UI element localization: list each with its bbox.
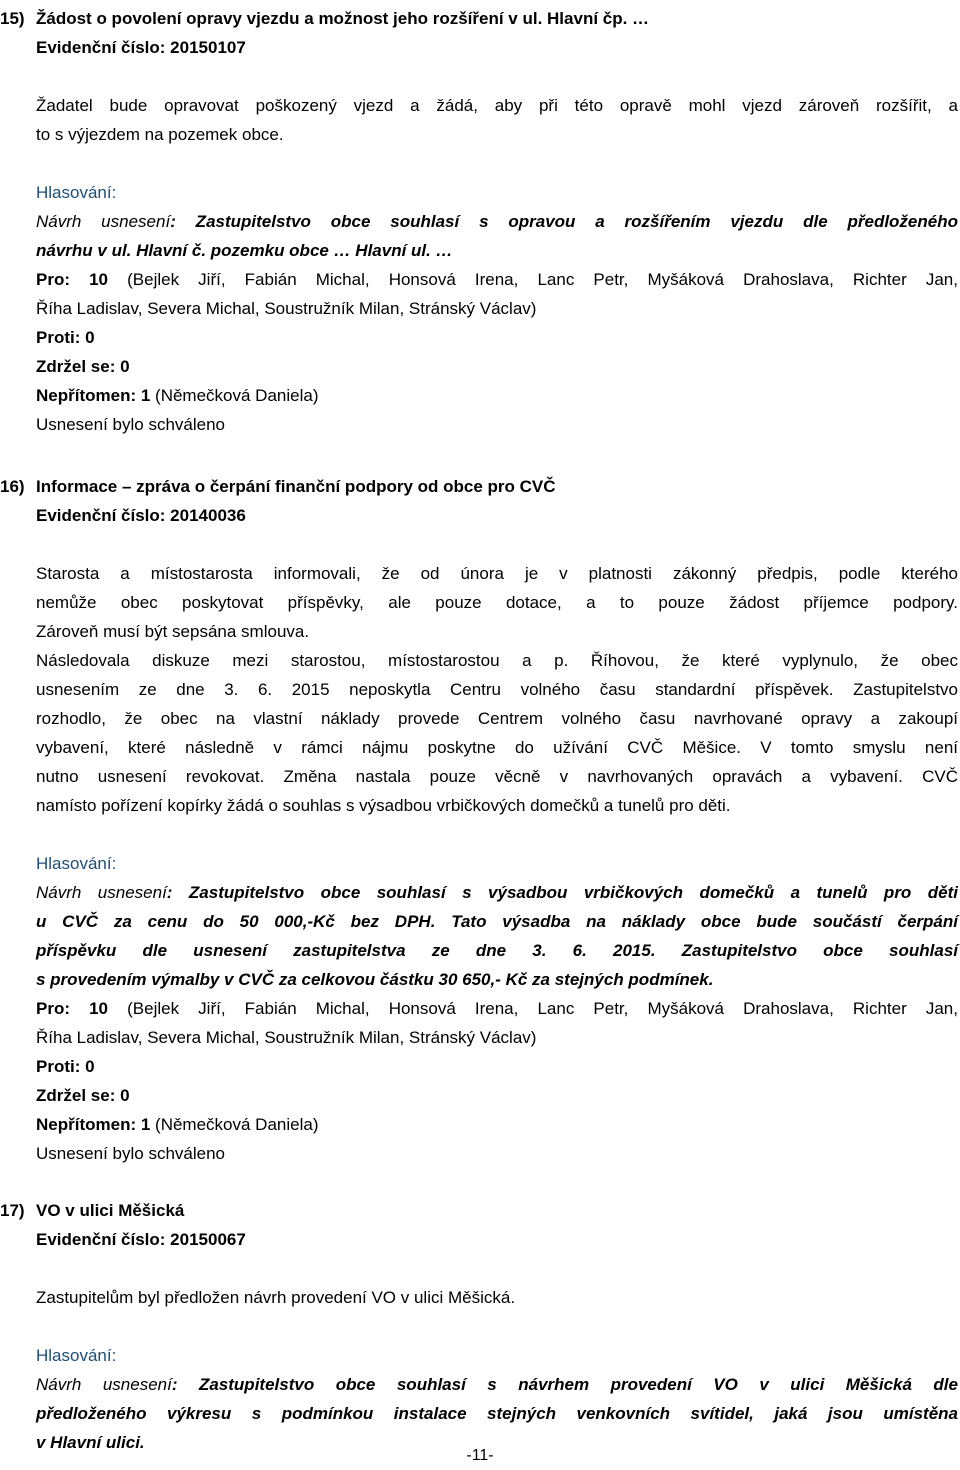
votes-for: Pro: 10 (Bejlek Jiří, Fabián Michal, Honsová Irena, Lanc Petr, Myšáková Drahoslava, Richter Jan, xyxy=(36,999,958,1018)
text-line: usnesením ze dne 3. 6. 2015 neposkytla Centru volného času standardní příspěvek. Zastupitelstvo xyxy=(36,680,958,699)
item-description xyxy=(0,91,958,149)
text-line: vybavení, které následně v rámci nájmu poskytne do užívání CVČ Měšice. V tomto smyslu není xyxy=(36,738,958,757)
item-heading xyxy=(0,1196,958,1225)
text-line: to s výjezdem na pozemek obce. xyxy=(36,125,284,144)
voting-block xyxy=(0,1341,958,1457)
resolution-proposal-line: předloženého výkresu s podmínkou instalace stejných venkovních svítidel, jaká jsou umístěna xyxy=(36,1404,958,1423)
text-line: nutno usnesení revokovat. Změna nastala pouze věcně v navrhovaných opravách a vybavení. CVČ xyxy=(36,767,958,786)
resolution-result: Usnesení bylo schváleno xyxy=(36,1144,226,1163)
resolution-proposal-line: Návrh usnesení: Zastupitelstvo obce souhlasí s návrhem provedení VO v ulici Měšická dle xyxy=(36,1375,958,1394)
text-line: Starosta a místostarosta informovali, že od února je v platnosti zákonný předpis, podle kterého xyxy=(36,564,958,583)
votes-against: Proti: 0 xyxy=(36,328,95,347)
absent: Nepřítomen: 1 (Němečková Daniela) xyxy=(36,1115,319,1134)
evidence-number: Evidenční číslo: 20150107 xyxy=(36,38,246,57)
votes-abstained: Zdržel se: 0 xyxy=(36,1086,130,1105)
agenda-item-16 xyxy=(0,472,958,1168)
resolution-proposal-line: s provedením výmalby v CVČ za celkovou částku 30 650,- Kč za stejných podmínek. xyxy=(36,970,714,989)
item-title: Informace – zpráva o čerpání finanční podpory od obce pro CVČ xyxy=(36,477,556,496)
text-line: Zastupitelům byl předložen návrh provedení VO v ulici Měšická. xyxy=(36,1288,516,1307)
agenda-item-17 xyxy=(0,1196,958,1457)
item-description xyxy=(0,1283,958,1312)
proposal-label: Návrh usnesení xyxy=(36,883,167,902)
resolution-proposal-line: příspěvku dle usnesení zastupitelstva ze dne 3. 6. 2015. Zastupitelstvo obce souhlasí xyxy=(36,941,958,960)
proposal-label: Návrh usnesení xyxy=(36,212,171,231)
resolution-proposal-line: v Hlavní ulici. xyxy=(36,1433,145,1452)
resolution-proposal-line: návrhu v ul. Hlavní č. pozemku obce … Hlavní ul. … xyxy=(36,241,453,260)
votes-against: Proti: 0 xyxy=(36,1057,95,1076)
text-line: Následovala diskuze mezi starostou, místostarostou a p. Říhovou, že které vyplynulo, že obec xyxy=(36,651,958,670)
page-number: -11- xyxy=(466,1447,494,1464)
votes-for-names: Říha Ladislav, Severa Michal, Soustružník Milan, Stránský Václav) xyxy=(36,299,537,318)
item-description xyxy=(0,559,958,820)
text-line: nemůže obec poskytovat příspěvky, ale pouze dotace, a to pouze žádost příjemce podpory. xyxy=(36,593,958,612)
item-title: VO v ulici Měšická xyxy=(36,1201,185,1220)
votes-for-names: Říha Ladislav, Severa Michal, Soustružník Milan, Stránský Václav) xyxy=(36,1028,537,1047)
text-line: Žadatel bude opravovat poškozený vjezd a žádá, aby při této opravě mohl vjezd zároveň rozšířit, a xyxy=(36,96,958,115)
votes-abstained: Zdržel se: 0 xyxy=(36,357,130,376)
voting-label: Hlasování: xyxy=(36,854,117,873)
item-number: 16) xyxy=(0,477,25,496)
proposal-label: Návrh usnesení xyxy=(36,1375,172,1394)
voting-label: Hlasování: xyxy=(36,1346,117,1365)
item-title: Žádost o povolení opravy vjezdu a možnost jeho rozšíření v ul. Hlavní čp. … xyxy=(36,9,650,28)
voting-block xyxy=(0,849,958,1168)
item-heading xyxy=(0,472,958,501)
voting-block xyxy=(0,178,958,439)
resolution-proposal-line: u CVČ za cenu do 50 000,-Kč bez DPH. Tato výsadba na náklady obce bude součástí čerpání xyxy=(36,912,958,931)
voting-label: Hlasování: xyxy=(36,183,117,202)
evidence-number: Evidenční číslo: 20150067 xyxy=(36,1230,246,1249)
item-number: 15) xyxy=(0,9,25,28)
item-number: 17) xyxy=(0,1201,25,1220)
evidence-number: Evidenční číslo: 20140036 xyxy=(36,506,246,525)
absent: Nepřítomen: 1 (Němečková Daniela) xyxy=(36,386,319,405)
resolution-proposal-line: Návrh usnesení: Zastupitelstvo obce souhlasí s výsadbou vrbičkových domečků a tunelů pro děti xyxy=(36,883,958,902)
text-line: Zároveň musí být sepsána smlouva. xyxy=(36,622,310,641)
resolution-result: Usnesení bylo schváleno xyxy=(36,415,226,434)
item-heading xyxy=(0,4,958,33)
text-line: namísto pořízení kopírky žádá o souhlas s výsadbou vrbičkových domečků a tunelů pro děti. xyxy=(36,796,731,815)
votes-for: Pro: 10 (Bejlek Jiří, Fabián Michal, Honsová Irena, Lanc Petr, Myšáková Drahoslava, Richter Jan, xyxy=(36,270,958,289)
resolution-proposal-line: Návrh usnesení: Zastupitelstvo obce souhlasí s opravou a rozšířením vjezdu dle předloženého xyxy=(36,212,958,231)
agenda-item-15 xyxy=(0,4,958,439)
text-line: rozhodlo, že obec na vlastní náklady provede Centrem volného času navrhované opravy a zakoupí xyxy=(36,709,958,728)
